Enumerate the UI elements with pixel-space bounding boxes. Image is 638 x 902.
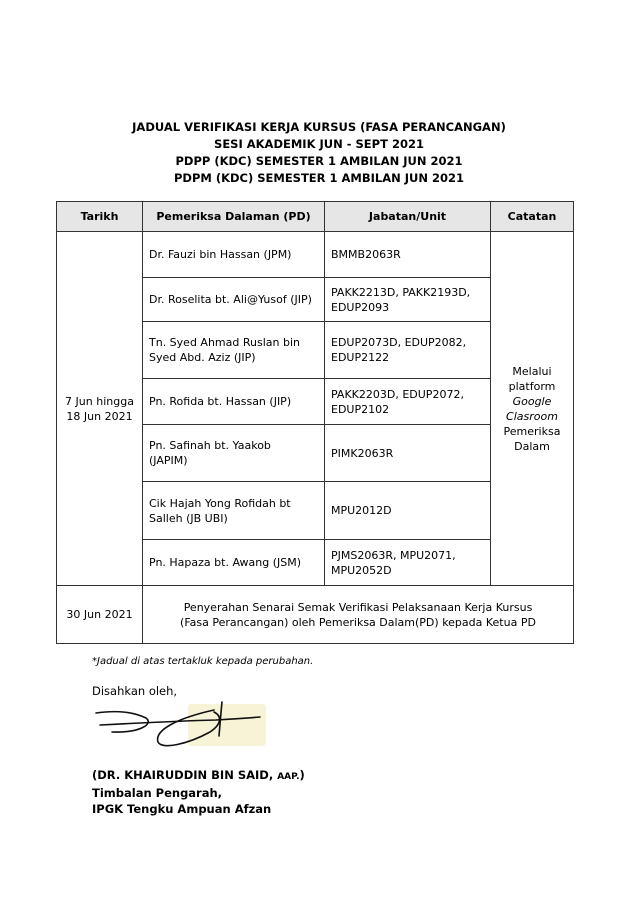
examiner-name: (JAPIM)	[149, 454, 188, 467]
unit-code: MPU2052D	[331, 563, 392, 577]
title-line-1: JADUAL VERIFIKASI KERJA KURSUS (FASA PERANCANGAN)	[132, 120, 506, 134]
examiner-name: Tn. Syed Ahmad Ruslan bin	[149, 336, 300, 349]
unit-cell	[325, 482, 491, 540]
unit-code: PAKK2213D, PAKK2193D,	[331, 285, 471, 299]
signatory-name-close: )	[299, 768, 305, 782]
note-line: Dalam	[514, 439, 550, 453]
signatory-position: Timbalan Pengarah,	[92, 786, 223, 800]
footnote: *Jadual di atas tertakluk kepada perubahan.	[92, 656, 314, 667]
final-date-cell: 30 Jun 2021	[57, 586, 143, 644]
table-header-row	[57, 202, 574, 232]
note-cell	[491, 232, 574, 586]
unit-cell	[325, 278, 491, 322]
unit-code: EDUP2093	[331, 300, 390, 314]
document-title	[0, 119, 638, 187]
unit-code: EDUP2073D, EDUP2082,	[331, 336, 467, 349]
unit-cell	[325, 232, 491, 278]
note-line: Clasroom	[506, 409, 558, 423]
date-range-line-2: 18 Jun 2021	[66, 409, 133, 423]
title-line-2: SESI AKADEMIK JUN - SEPT 2021	[214, 137, 424, 151]
unit-code: MPU2012D	[331, 504, 392, 517]
signatory-title-abbrev: AAP.	[277, 772, 300, 782]
examiner-name: Dr. Fauzi bin Hassan (JPM)	[149, 248, 292, 261]
examiner-cell	[143, 482, 325, 540]
final-description-line: (Fasa Perancangan) oleh Pemeriksa Dalam(PD) kepada Ketua PD	[180, 615, 536, 629]
signatory-block	[92, 767, 305, 817]
unit-cell	[325, 322, 491, 379]
examiner-cell	[143, 232, 325, 278]
examiner-cell	[143, 278, 325, 322]
date-range-line-1: 7 Jun hingga	[65, 394, 134, 408]
signatory-name-text: (DR. KHAIRUDDIN BIN SAID,	[92, 768, 274, 782]
table-row	[57, 232, 574, 278]
examiner-cell	[143, 540, 325, 586]
column-header-date: Tarikh	[57, 202, 143, 232]
title-line-3: PDPP (KDC) SEMESTER 1 AMBILAN JUN 2021	[175, 154, 463, 168]
verification-schedule-table	[56, 201, 574, 644]
column-header-note: Catatan	[491, 202, 574, 232]
unit-cell	[325, 540, 491, 586]
note-line: Google	[512, 394, 552, 408]
final-table-row	[57, 586, 574, 644]
signatory-name	[92, 767, 305, 785]
examiner-cell	[143, 425, 325, 482]
date-range-cell	[57, 232, 143, 586]
examiner-name: Dr. Roselita bt. Ali@Yusof (JIP)	[149, 293, 312, 306]
column-header-unit: Jabatan/Unit	[325, 202, 491, 232]
unit-code: EDUP2102	[331, 402, 390, 416]
signature	[88, 700, 268, 754]
title-line-4: PDPM (KDC) SEMESTER 1 AMBILAN JUN 2021	[173, 171, 465, 185]
examiner-cell	[143, 379, 325, 425]
examiner-name: Syed Abd. Aziz (JIP)	[149, 351, 256, 364]
column-header-examiner: Pemeriksa Dalaman (PD)	[143, 202, 325, 232]
unit-code: BMMB2063R	[331, 248, 401, 261]
unit-cell	[325, 379, 491, 425]
note-line: Pemeriksa	[503, 424, 561, 438]
note-line: Melalui	[512, 364, 552, 378]
final-description-line: Penyerahan Senarai Semak Verifikasi Pelaksanaan Kerja Kursus	[183, 600, 533, 614]
examiner-name: Pn. Rofida bt. Hassan (JIP)	[149, 395, 292, 408]
signatory-institution: IPGK Tengku Ampuan Afzan	[92, 802, 272, 816]
unit-code: EDUP2122	[331, 351, 390, 364]
examiner-name: Pn. Safinah bt. Yaakob	[149, 439, 271, 452]
examiner-name: Pn. Hapaza bt. Awang (JSM)	[149, 556, 302, 569]
approved-by-label: Disahkan oleh,	[92, 684, 178, 698]
unit-code: PJMS2063R, MPU2071,	[331, 548, 456, 562]
final-description-cell	[143, 586, 574, 644]
examiner-name: Cik Hajah Yong Rofidah bt	[149, 496, 291, 510]
unit-code: PIMK2063R	[331, 446, 394, 460]
signature-scribble-icon	[88, 700, 268, 754]
unit-cell	[325, 425, 491, 482]
unit-code: PAKK2203D, EDUP2072,	[331, 387, 464, 401]
examiner-name: Salleh (JB UBI)	[149, 511, 228, 525]
examiner-cell	[143, 322, 325, 379]
note-line: platform	[508, 379, 556, 393]
